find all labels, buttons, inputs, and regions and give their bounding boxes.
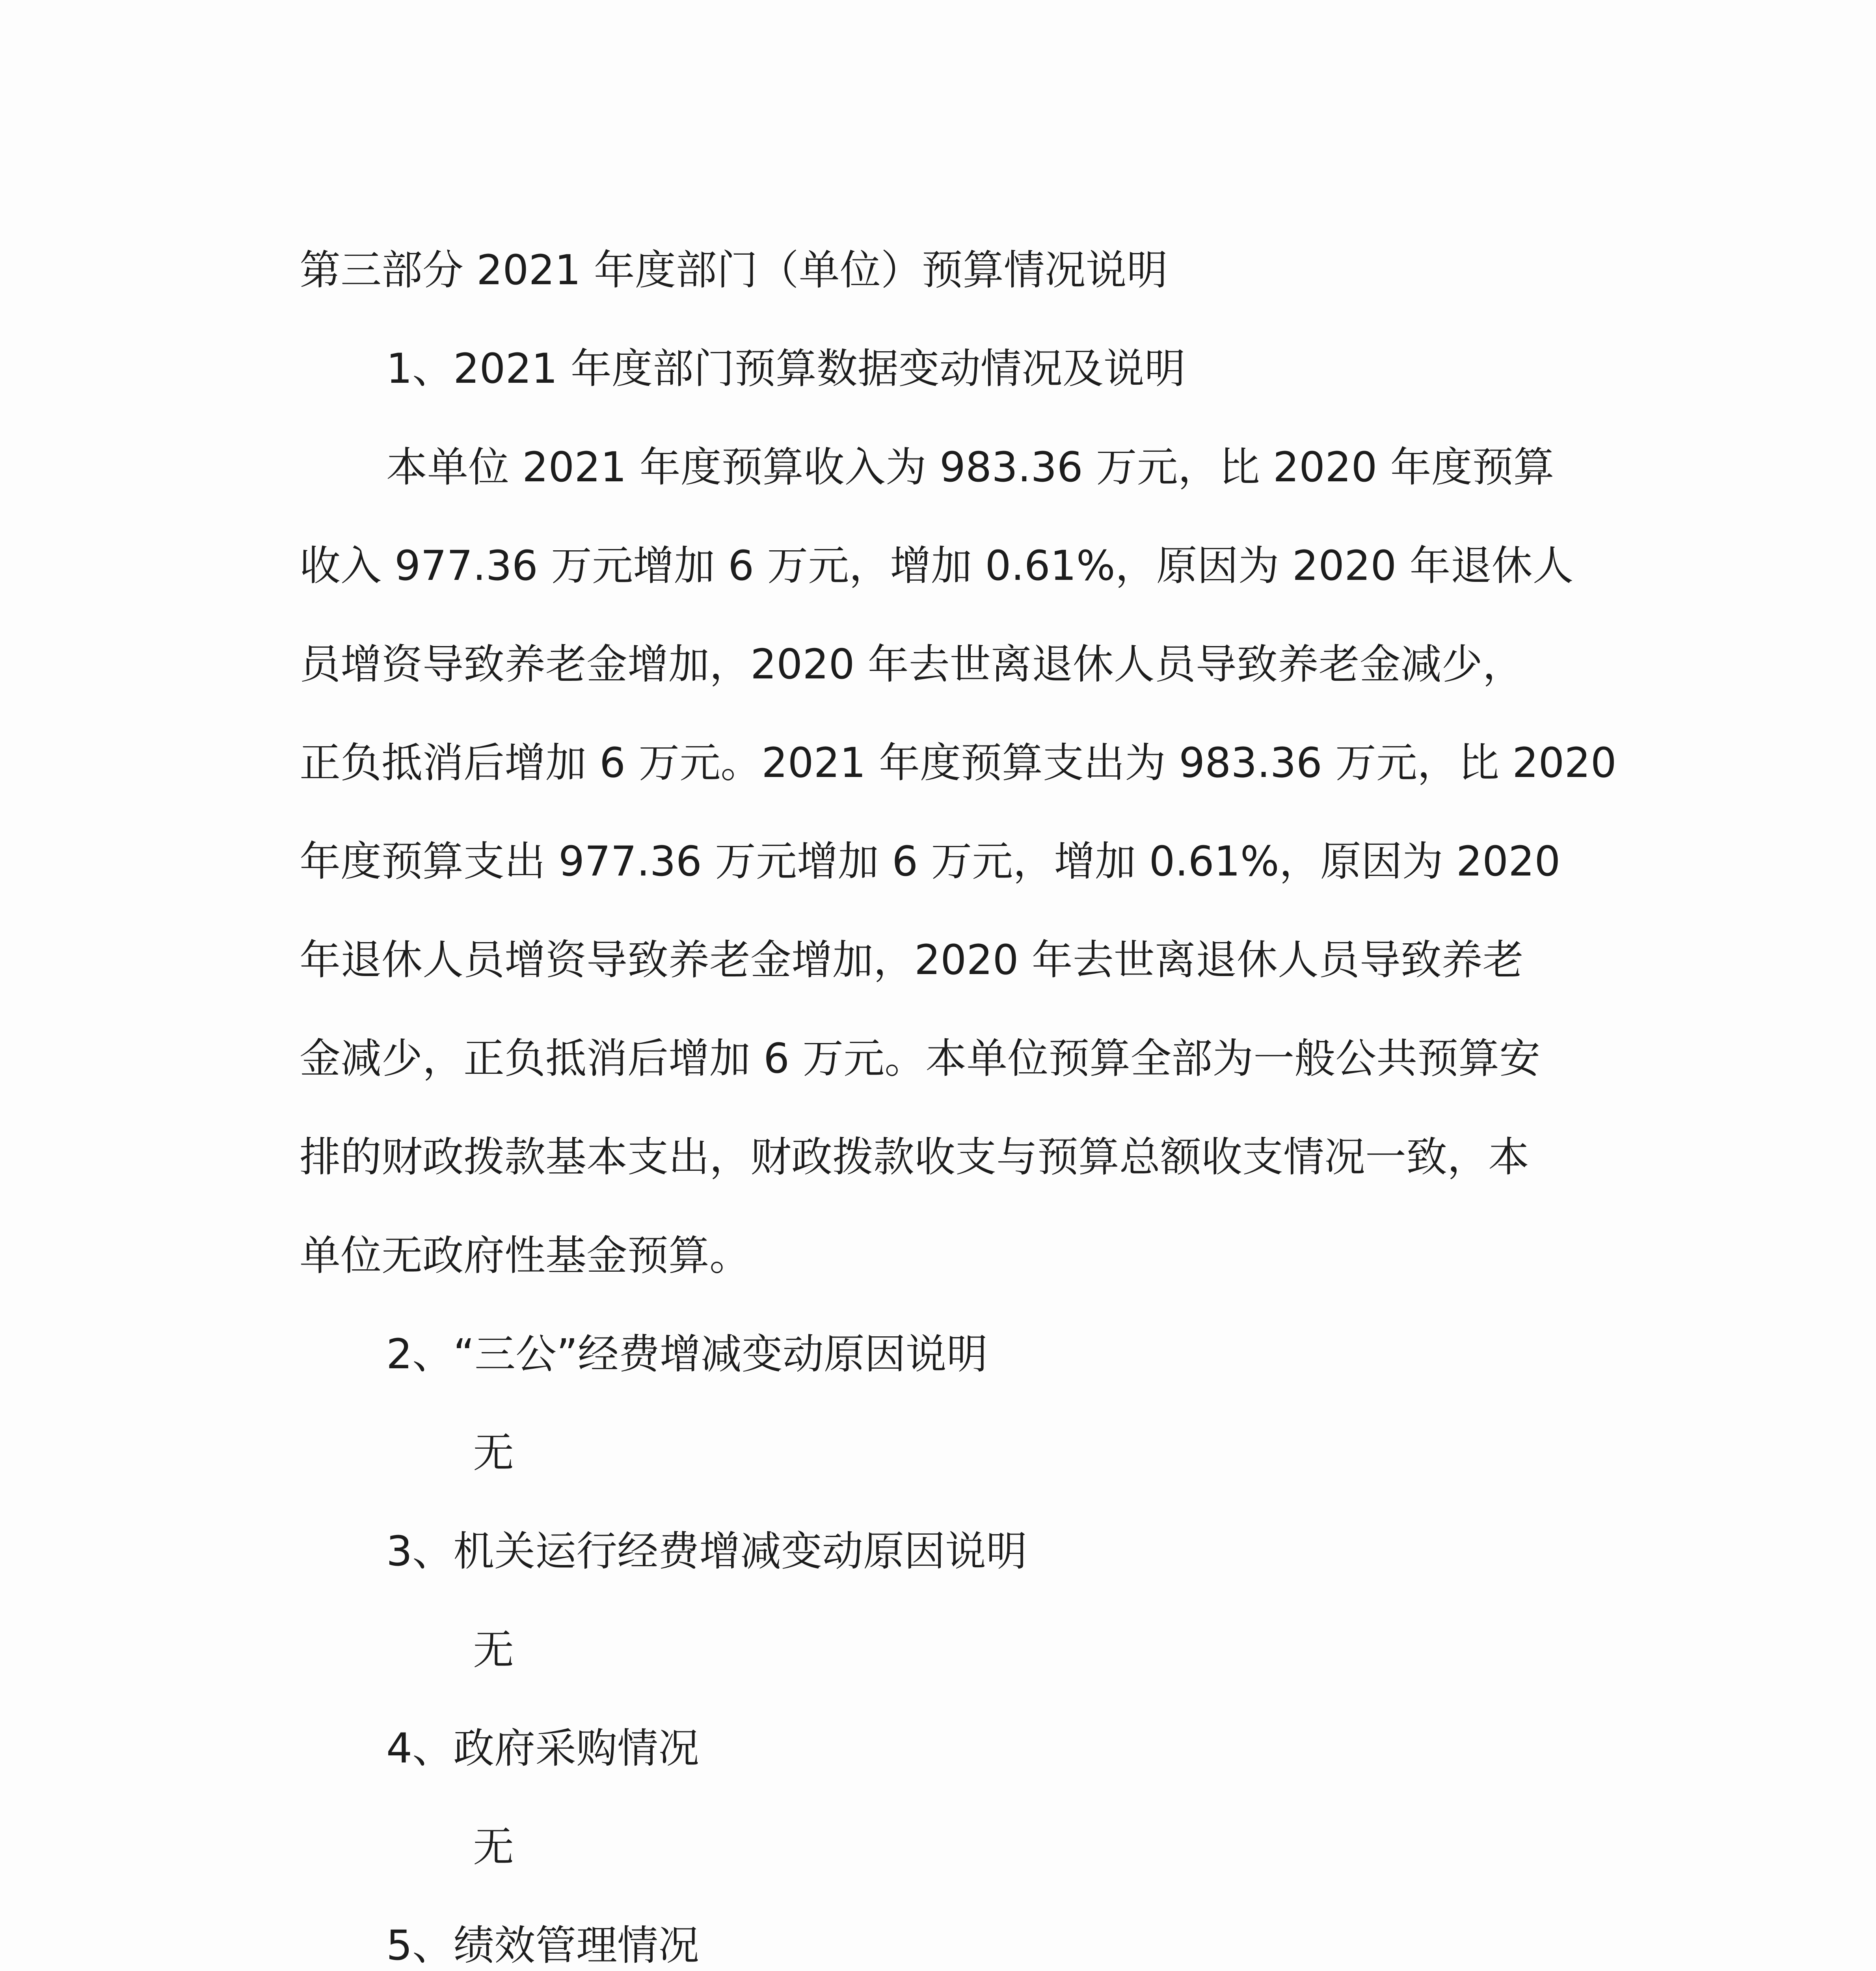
paragraph-line: 本单位 2021 年度预算收入为 983.36 万元，比 2020 年度预算: [386, 443, 1554, 491]
paragraph-line: 年度预算支出 977.36 万元增加 6 万元，增加 0.61%，原因为 2020: [300, 837, 1561, 885]
paragraph-line: 收入 977.36 万元增加 6 万元，增加 0.61%，原因为 2020 年退休人: [300, 542, 1574, 590]
paragraph-line: 单位无政府性基金预算。: [300, 1231, 751, 1280]
paragraph-line: 正负抵消后增加 6 万元。2021 年度预算支出为 983.36 万元，比 2020: [300, 739, 1617, 787]
section-4-heading: 4、政府采购情况: [386, 1724, 700, 1772]
section-3-answer: 无: [473, 1626, 514, 1674]
paragraph-line: 员增资导致养老金增加，2020 年去世离退休人员导致养老金减少，: [300, 640, 1524, 688]
section-3-heading: 3、机关运行经费增减变动原因说明: [386, 1527, 1027, 1575]
paragraph-line: 年退休人员增资导致养老金增加，2020 年去世离退休人员导致养老: [300, 936, 1524, 984]
section-4-answer: 无: [473, 1823, 514, 1871]
section-5-heading: 5、绩效管理情况: [386, 1921, 700, 1969]
page-title: 第三部分 2021 年度部门（单位）预算情况说明: [300, 246, 1168, 294]
section-2-answer: 无: [473, 1429, 514, 1477]
section-2-heading: 2、“三公”经费增减变动原因说明: [386, 1330, 988, 1378]
paragraph-line: 金减少，正负抵消后增加 6 万元。本单位预算全部为一般公共预算安: [300, 1034, 1541, 1082]
paragraph-line: 排的财政拨款基本支出，财政拨款收支与预算总额收支情况一致，本: [300, 1133, 1530, 1181]
section-1-heading: 1、2021 年度部门预算数据变动情况及说明: [386, 345, 1186, 393]
